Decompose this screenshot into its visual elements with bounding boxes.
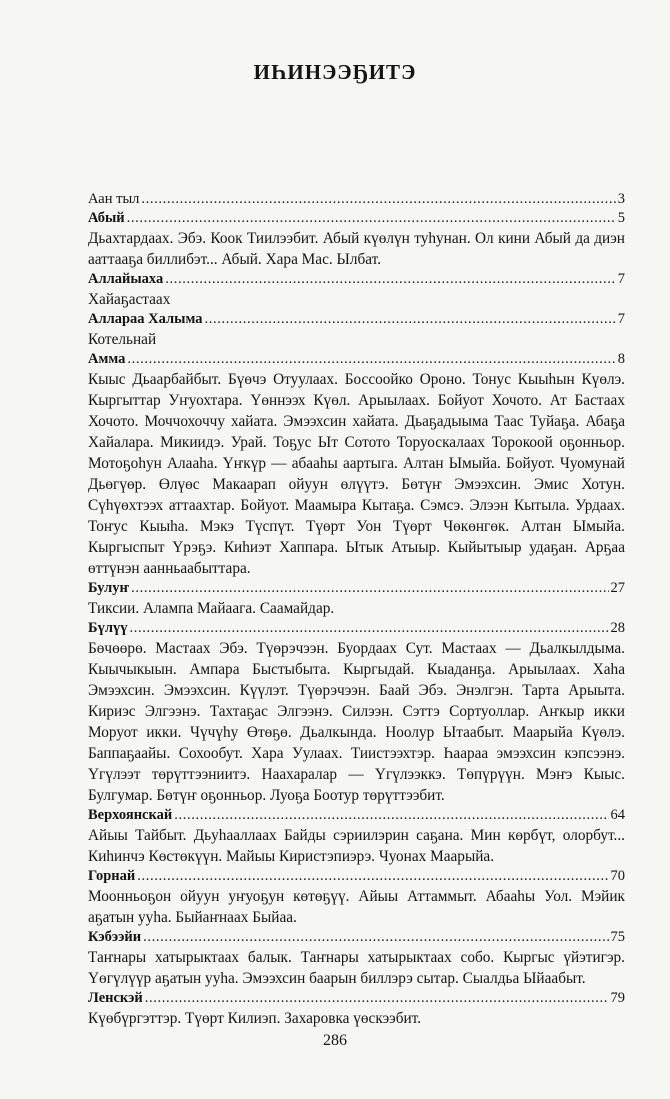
toc-entry-name: Ленскэй [88,990,143,1006]
toc-entry-page: 70 [610,868,625,884]
page-number: 286 [323,1032,347,1049]
toc-entry [88,350,625,579]
toc-entry-heading [88,619,625,638]
leader-dots [129,619,608,638]
toc-entry [88,579,625,619]
toc-entry-description: Кыыс Дьаарбайбыт. Бүөчэ Отуулаах. Боссоойко Ороно. Тонус Кыыһын Күөлэ. Кыргыттар Уҥуохтара. Үөннээх Күөл. Арыылаах. Бойуот Хочото. Ат Бастаах Хочото. Моччохоччу хайата. Эмээхсин хайата. Дьаҕадыыма Таас Туйаҕа. Абаҕа Хайалара. Микиидэ. Урай. Тоҕус Ыт Сотото Торуоскалаах Торокоой оҕонньор. Мотоҕоһун Алааһа. Үҥкүр — абааһы аартыга. Алтан Ымыйа. Бойуот. Чуомунай Дьөгүөр. Өлүөс Макаарап ойуун өлүүтэ. Бөтүҥ Эмээхсин. Эмис Хотун. Сүһүөхтээх аттаахтар. Бойуот. Маамыра Кытаҕа. Сэмсэ. Элээн Кытыла. Урдаах. Тоҥус Кыыһа. Мэкэ Түспүт. Түөрт Уон Түөрт Чөкөнгөк. Алтан Ымыйа. Кыргыспыт Үрэҕэ. Киһиэт Хаппара. Ытык Атыыр. Кыйытыыр удаҕан. Арҕаа өттүнэн аанньаабыттара. [88,371,625,577]
toc-entry-description: Моонньоҕон ойуун уҥуоҕун көтөҕүү. Айыы Аттаммыт. Абааһы Уол. Мэйик аҕатын ууһа. Быйаҥнаах Быйаа. [88,888,625,926]
toc-entry-page: 8 [617,351,625,367]
toc-entry [88,989,625,1029]
toc-entry [88,806,625,867]
toc-entry-page: 75 [610,929,625,945]
toc-entry-heading [88,350,625,369]
toc-entry-description: Дьахтардаах. Эбэ. Коок Тиилээбит. Абый күөлүн туһунан. Ол кини Абый да диэн ааттааҕа биллибэт... Абый. Хара Мас. Ылбат. [88,230,625,268]
toc-entry-name: Аллайыаха [88,271,164,287]
toc-entry [88,310,625,350]
toc-entry-description: Күөбүргэттэр. Түөрт Килиэп. Захаровка үөскээбит. [88,1010,422,1027]
toc-entry-name: Горнай [88,868,136,884]
toc-entry [88,928,625,989]
toc-entry-name: Бүлүү [88,620,128,636]
leader-dots [143,928,608,947]
toc-entry-name: Верхоянскай [88,807,173,823]
toc-entry-name: Булуҥ [88,580,130,596]
page-title: ИҺИНЭЭҔИТЭ [253,60,417,84]
leader-dots [145,989,609,1008]
leader-dots [205,310,616,329]
leader-dots [127,209,616,228]
toc-entry-name: Кэбээйи [88,929,142,945]
toc-entry-heading [88,867,625,886]
toc-entry [88,270,625,310]
leader-dots [131,579,608,598]
toc-entry-description: Айыы Тайбыт. Дьуһааллаах Байды сэриилэрин саҕана. Мин көрбүт, олорбут... Киһинчэ Көстөкүүн. Майыы Киристэпиэрэ. Чуонах Маарыйа. [88,827,625,865]
toc-entry-description: Бөчөөрө. Мастаах Эбэ. Түөрэчээн. Буордаах Сут. Мастаах — Дьалкылдыма. Кыычыкыын. Ампара Быстыбыта. Кыргыдай. Кыаданҕа. Арыылаах. Хаһа Эмээхсин. Эмээхсин. Күүлэт. Түөрэчээн. Баай Эбэ. Энэлгэн. Тарта Арыыта. Кириэс Элгээнэ. Тахтаҕас Элгээнэ. Силээн. Сэттэ Сортуоллар. Аҥкыр икки Моруот икки. Чүчүһу Өтөҕө. Дьалкында. Ноолур Ытаабыт. Маарыйа Күөлэ. Баппаҕаайы. Сохообут. Хара Уулаах. Тиистээхтэр. Һаараа эмээхсин кэпсээнэ. Үгүлээт төрүттээниитэ. Наахаралар — Үгүлээккэ. Төпүрүүн. Мэҥэ Кыыс. Булгумар. Бөтүҥ оҕонньор. Луоҕа Боотур төрүттээбит. [88,640,625,804]
toc-entry [88,190,625,209]
toc-entry-heading [88,989,625,1008]
toc-entry [88,867,625,928]
toc-entry-page: 7 [617,311,625,327]
leader-dots [127,350,615,369]
toc-entry-description: Таҥнары хатырыктаах балык. Таҥнары хатырыктаах собо. Кыргыс үйэтигэр. Үөгүлүүр аҕатын ууһа. Эмээхсин баарын биллэрэ сытар. Сыалдьа Ыйаабыт. [88,949,625,987]
toc-entry [88,209,625,270]
toc-entry-description: Хайаҕастаах [88,291,171,308]
toc-entry-page: 28 [610,620,625,636]
toc-entry-heading [88,928,625,947]
leader-dots [165,270,616,289]
toc-entry-page: 27 [610,580,625,596]
table-of-contents [88,190,625,1029]
toc-entry-page: 64 [610,807,625,823]
leader-dots [137,867,608,886]
toc-entry-page: 7 [617,271,625,287]
toc-entry-page: 79 [610,990,625,1006]
toc-entry-description: Котельнай [88,331,157,348]
toc-entry-name: Аан тыл [88,191,140,207]
leader-dots [141,190,615,209]
toc-entry-name: Абый [88,210,125,226]
toc-entry-description: Тиксии. Алампа Майаага. Саамайдар. [88,600,335,617]
toc-entry-heading [88,579,625,598]
toc-entry-heading [88,209,625,228]
leader-dots [174,806,608,825]
toc-entry-heading [88,190,625,209]
toc-entry-heading [88,310,625,329]
toc-entry-page: 5 [617,210,625,226]
toc-entry-heading [88,806,625,825]
toc-entry [88,619,625,806]
toc-entry-page: 3 [617,191,625,207]
toc-entry-heading [88,270,625,289]
toc-entry-name: Аллараа Халыма [88,311,203,327]
toc-entry-name: Амма [88,351,126,367]
